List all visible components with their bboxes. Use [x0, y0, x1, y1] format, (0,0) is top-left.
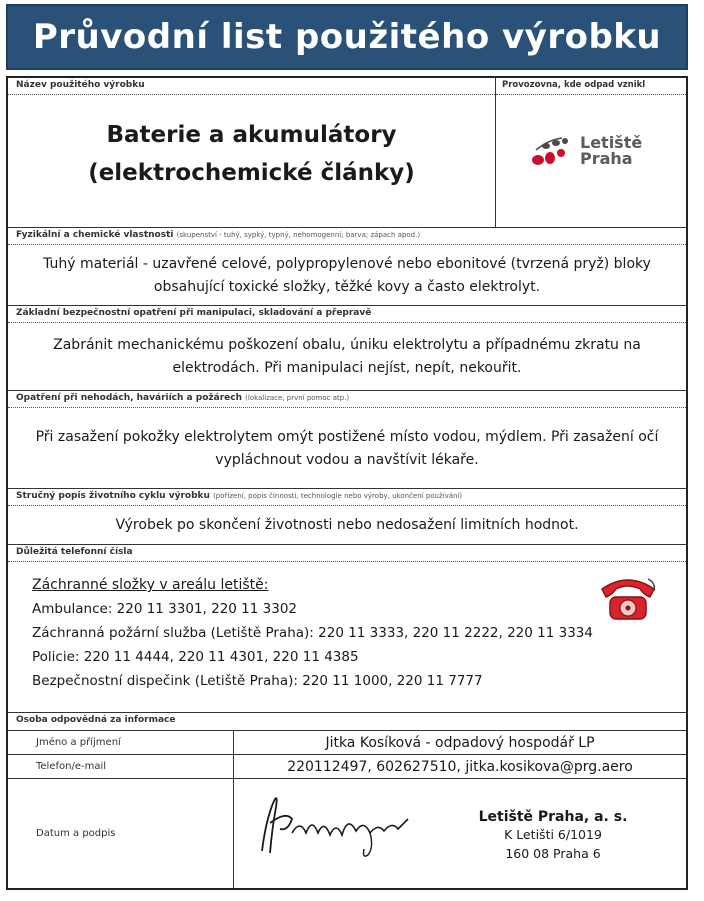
contact-row	[8, 755, 686, 779]
safety-text-line2: elektrodách. Při manipulaci nejíst, nepít, nekouřit.	[172, 360, 522, 376]
letiste-praha-logo-icon	[530, 134, 572, 168]
phone-ambulance: Ambulance: 220 11 3301, 220 11 3302	[32, 601, 298, 617]
product-title	[8, 116, 495, 192]
handwritten-signature	[252, 789, 432, 873]
name-label: Jméno a příjmení	[8, 731, 234, 754]
product-title-line1: Baterie a akumulátory	[106, 122, 397, 148]
lifecycle-row	[8, 489, 686, 545]
phone-police: Policie: 220 11 4444, 220 11 4301, 220 11 4385	[32, 649, 359, 665]
properties-label	[8, 228, 686, 245]
logo-wordmark	[580, 135, 642, 167]
red-telephone-icon	[596, 569, 660, 629]
product-label: Název použitého výrobku	[8, 78, 495, 95]
properties-label-sub: (skupenství - tuhý, sypký, typný, nehomogenní; barva; zápach apod.)	[176, 231, 421, 239]
contact-label: Telefon/e-mail	[8, 755, 234, 778]
accidents-text-line2: vypláchnout vodou a navštívit lékaře.	[215, 451, 479, 468]
accidents-label-sub: (lokalizace, první pomoc atp.)	[245, 394, 350, 402]
company-stamp	[478, 809, 628, 863]
accidents-row	[8, 391, 686, 489]
letiste-praha-logo	[530, 134, 642, 168]
document-title: Průvodní list použitého výrobku	[32, 17, 662, 57]
lifecycle-label-sub: (pořízení, popis činnosti, technologie nebo výroby, ukončení používání)	[213, 492, 463, 500]
name-row	[8, 731, 686, 755]
phones-list	[32, 573, 593, 693]
properties-text	[8, 245, 686, 306]
product-row	[8, 78, 686, 228]
name-value: Jitka Kosíková - odpadový hospodář LP	[325, 734, 595, 751]
properties-row	[8, 228, 686, 306]
accidents-text-line1: Při zasažení pokožky elektrolytem omýt postižené místo vodou, mýdlem. Při zasažení očí	[35, 428, 659, 445]
document-title-banner	[6, 4, 688, 70]
safety-text	[8, 323, 686, 391]
signature-row	[8, 779, 686, 888]
phones-heading: Záchranné složky v areálu letiště:	[32, 577, 269, 593]
safety-label: Základní bezpečnostní opatření při manipulaci, skladování a přepravě	[8, 306, 686, 323]
properties-text-line2: obsahující toxické složky, těžké kovy a často elektrolyt.	[153, 278, 541, 295]
properties-label-main: Fyzikální a chemické vlastnosti	[16, 230, 174, 240]
properties-text-line1: Tuhý materiál - uzavřené celové, polypropylenové nebo ebonitové (tvrzená pryž) bloky	[43, 255, 651, 272]
company-address-line1: K Letišti 6/1019	[504, 827, 602, 842]
origin-label: Provozovna, kde odpad vznikl	[496, 78, 686, 95]
logo-line1: Letiště	[580, 133, 643, 152]
document-form	[6, 76, 688, 890]
responsible-label: Osoba odpovědná za informace	[16, 715, 176, 725]
company-name: Letiště Praha, a. s.	[478, 809, 628, 825]
phone-fire: Záchranná požární služba (Letiště Praha): 220 11 3333, 220 11 2222, 220 11 3334	[32, 625, 593, 641]
company-address-line2: 160 08 Praha 6	[505, 846, 601, 861]
logo-line2: Praha	[580, 149, 633, 168]
phones-row	[8, 545, 686, 713]
lifecycle-text: Výrobek po skončení životnosti nebo nedosažení limitních hodnot.	[115, 517, 579, 533]
phone-security: Bezpečnostní dispečink (Letiště Praha): 220 11 1000, 220 11 7777	[32, 673, 483, 689]
accidents-text	[8, 408, 686, 489]
product-title-line2: (elektrochemické články)	[88, 160, 415, 186]
accidents-label-main: Opatření při nehodách, haváriích a požárech	[16, 393, 242, 403]
origin-cell	[496, 78, 686, 228]
responsible-row	[8, 713, 686, 731]
safety-text-line1: Zabránit mechanickému poškození obalu, úniku elektrolytu a případnému zkratu na	[53, 337, 641, 353]
phones-label: Důležitá telefonní čísla	[8, 545, 686, 562]
lifecycle-label	[8, 489, 686, 506]
product-name-cell	[8, 78, 496, 228]
safety-row	[8, 306, 686, 391]
lifecycle-label-main: Stručný popis životního cyklu výrobku	[16, 491, 210, 501]
accidents-label	[8, 391, 686, 408]
contact-value: 220112497, 602627510, jitka.kosikova@prg.aero	[287, 758, 633, 775]
date-signature-label: Datum a podpis	[8, 779, 234, 888]
